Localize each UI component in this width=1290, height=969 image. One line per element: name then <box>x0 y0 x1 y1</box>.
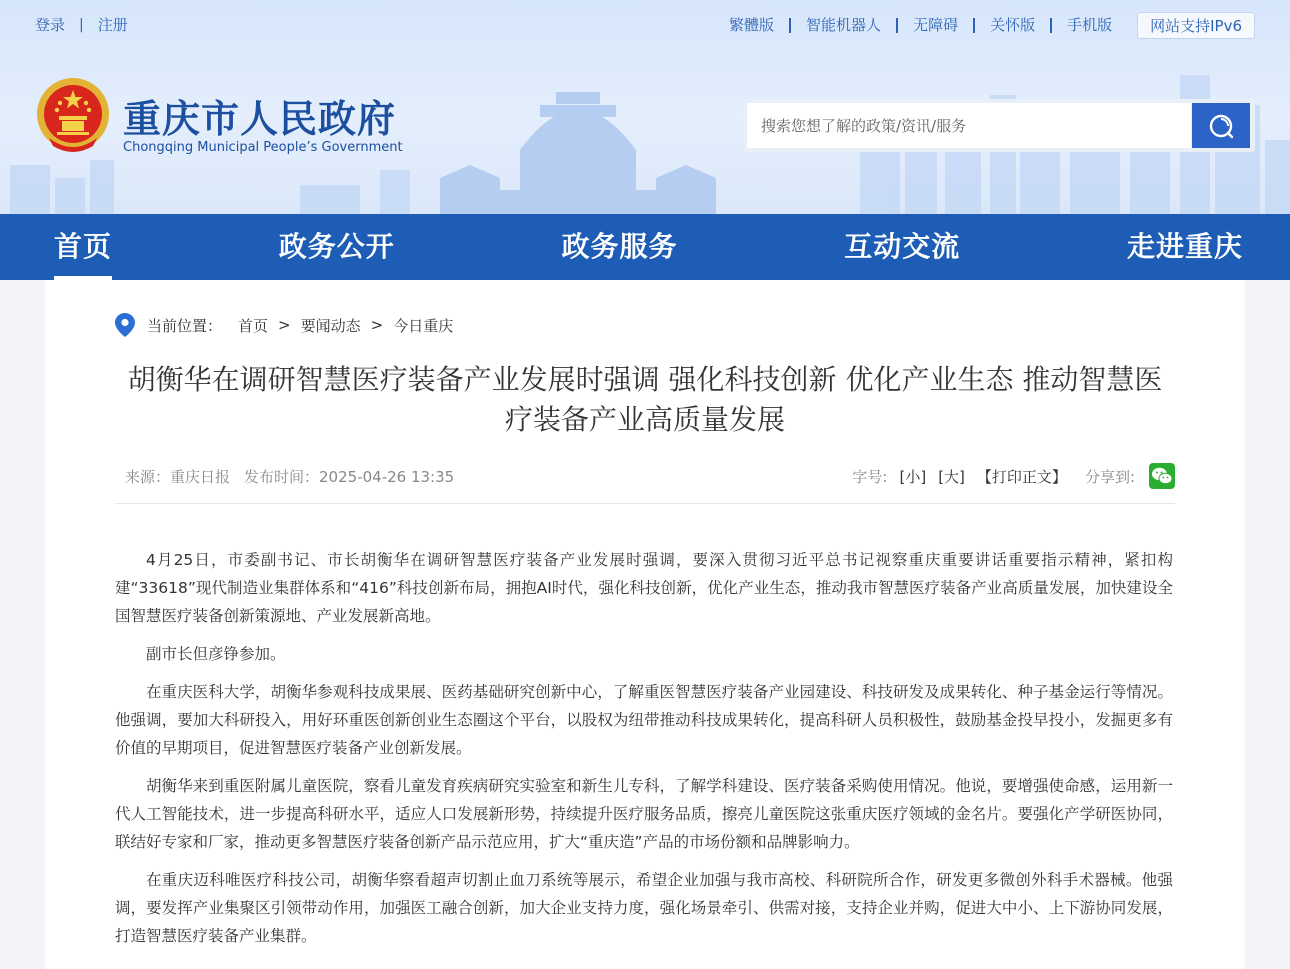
search-button[interactable] <box>1192 103 1250 148</box>
login-link[interactable]: 登录 <box>35 16 66 34</box>
print-button[interactable]: 【打印正文】 <box>976 467 1067 486</box>
site-header <box>0 0 1290 214</box>
site-title[interactable]: 重庆市人民政府 <box>123 97 397 141</box>
article-publish-time: 发布时间：2025-04-26 13:35 <box>244 468 455 486</box>
breadcrumb-label: 当前位置： <box>147 316 223 335</box>
search-bar <box>743 99 1255 152</box>
traditional-chinese-link[interactable]: 繁體版 <box>729 16 775 34</box>
smart-robot-link[interactable]: 智能机器人 <box>789 18 896 33</box>
nav-government-affairs[interactable]: 政务公开 <box>278 230 395 263</box>
nav-government-services[interactable]: 政务服务 <box>561 230 678 263</box>
article-paragraph: 4月25日，市委副书记、市长胡衡华在调研智慧医疗装备产业发展时强调，要深入贯彻习近平总书记视察重庆重要讲话重要指示精神，紧扣构建“33618”现代制造业集群体系和“416”科技创新布局，拥抱AI时代，强化科技创新，优化产业生态，推动我市智慧医疗装备产业高质量发展，加快建设全国智慧医疗装备创新策源地、产业发展新高地。 <box>115 551 1173 625</box>
article-meta <box>115 456 1175 504</box>
ipv6-badge: 网站支持IPv6 <box>1137 12 1255 39</box>
register-link[interactable]: 注册 <box>97 16 128 34</box>
article-tools <box>852 456 1175 496</box>
wechat-share-icon[interactable] <box>1149 463 1175 489</box>
share-label: 分享到: <box>1084 467 1135 486</box>
article-container <box>45 280 1245 969</box>
breadcrumb-separator: > <box>370 316 384 334</box>
article-body <box>115 546 1173 960</box>
divider: | <box>79 16 84 33</box>
font-size-large-button[interactable]: [大] <box>938 467 965 486</box>
article-title: 胡衡华在调研智慧医疗装备产业发展时强调 强化科技创新 优化产业生态 推动智慧医疗装备产业高质量发展 <box>127 363 1163 436</box>
national-emblem-logo[interactable] <box>35 76 111 156</box>
breadcrumb-today-chongqing[interactable]: 今日重庆 <box>393 316 454 335</box>
article-paragraph: 在重庆医科大学，胡衡华参观科技成果展、医药基础研究创新中心，了解重医智慧医疗装备产业园建设、科技研发及成果转化、种子基金运行等情况。他强调，要加大科研投入，用好环重医创新创业生态圈这个平台，以股权为纽带推动科技成果转化，提高科研人员积极性，鼓励基金投早投小，发掘更多有价值的早期项目，促进智慧医疗装备产业创新发展。 <box>115 683 1173 757</box>
article-paragraph: 胡衡华来到重医附属儿童医院，察看儿童发育疾病研究实验室和新生儿专科，了解学科建设、医疗装备采购使用情况。他说，要增强使命感，运用新一代人工智能技术，进一步提高科研水平，适应人口发展新形势，持续提升医疗服务品质，擦亮儿童医院这张重庆医疗领域的金名片。要强化产学研医协同，联结好专家和厂家，推动更多智慧医疗装备创新产品示范应用，扩大“重庆造”产品的市场份额和品牌影响力。 <box>115 777 1173 851</box>
font-size-label: 字号: <box>852 467 888 486</box>
mobile-version-link[interactable]: 手机版 <box>1050 18 1127 33</box>
main-navigation <box>0 214 1290 280</box>
font-size-small-button[interactable]: [小] <box>899 467 927 486</box>
breadcrumb-home[interactable]: 首页 <box>238 316 269 335</box>
elderly-mode-link[interactable]: 关怀版 <box>973 18 1050 33</box>
wechat-logo-icon <box>1151 466 1173 486</box>
breadcrumb-news[interactable]: 要闻动态 <box>300 316 361 335</box>
article-paragraph: 副市长但彦铮参加。 <box>146 645 286 663</box>
article-source: 来源：重庆日报 <box>125 468 231 486</box>
nav-home[interactable]: 首页 <box>54 214 112 280</box>
breadcrumb-separator: > <box>278 316 291 334</box>
search-icon <box>1208 113 1234 139</box>
account-links <box>35 14 128 35</box>
search-input[interactable] <box>747 103 1191 148</box>
article-info <box>125 466 454 487</box>
nav-interaction[interactable]: 互动交流 <box>844 230 961 263</box>
accessibility-link[interactable]: 无障碍 <box>896 18 973 33</box>
utility-links <box>714 12 1255 39</box>
nav-about-chongqing[interactable]: 走进重庆 <box>1126 230 1243 263</box>
location-pin-icon <box>115 313 135 337</box>
breadcrumb <box>115 313 453 337</box>
site-subtitle: Chongqing Municipal People’s Government <box>123 140 403 155</box>
article-paragraph: 在重庆迈科唯医疗科技公司，胡衡华察看超声切割止血刀系统等展示，希望企业加强与我市高校、科研院所合作，研发更多微创外科手术器械。他强调，要发挥产业集聚区引领带动作用，加强医工融合创新，加大企业支持力度，强化场景牵引、供需对接，支持企业并购，促进大中小、上下游协同发展，打造智慧医疗装备产业集群。 <box>115 871 1173 945</box>
